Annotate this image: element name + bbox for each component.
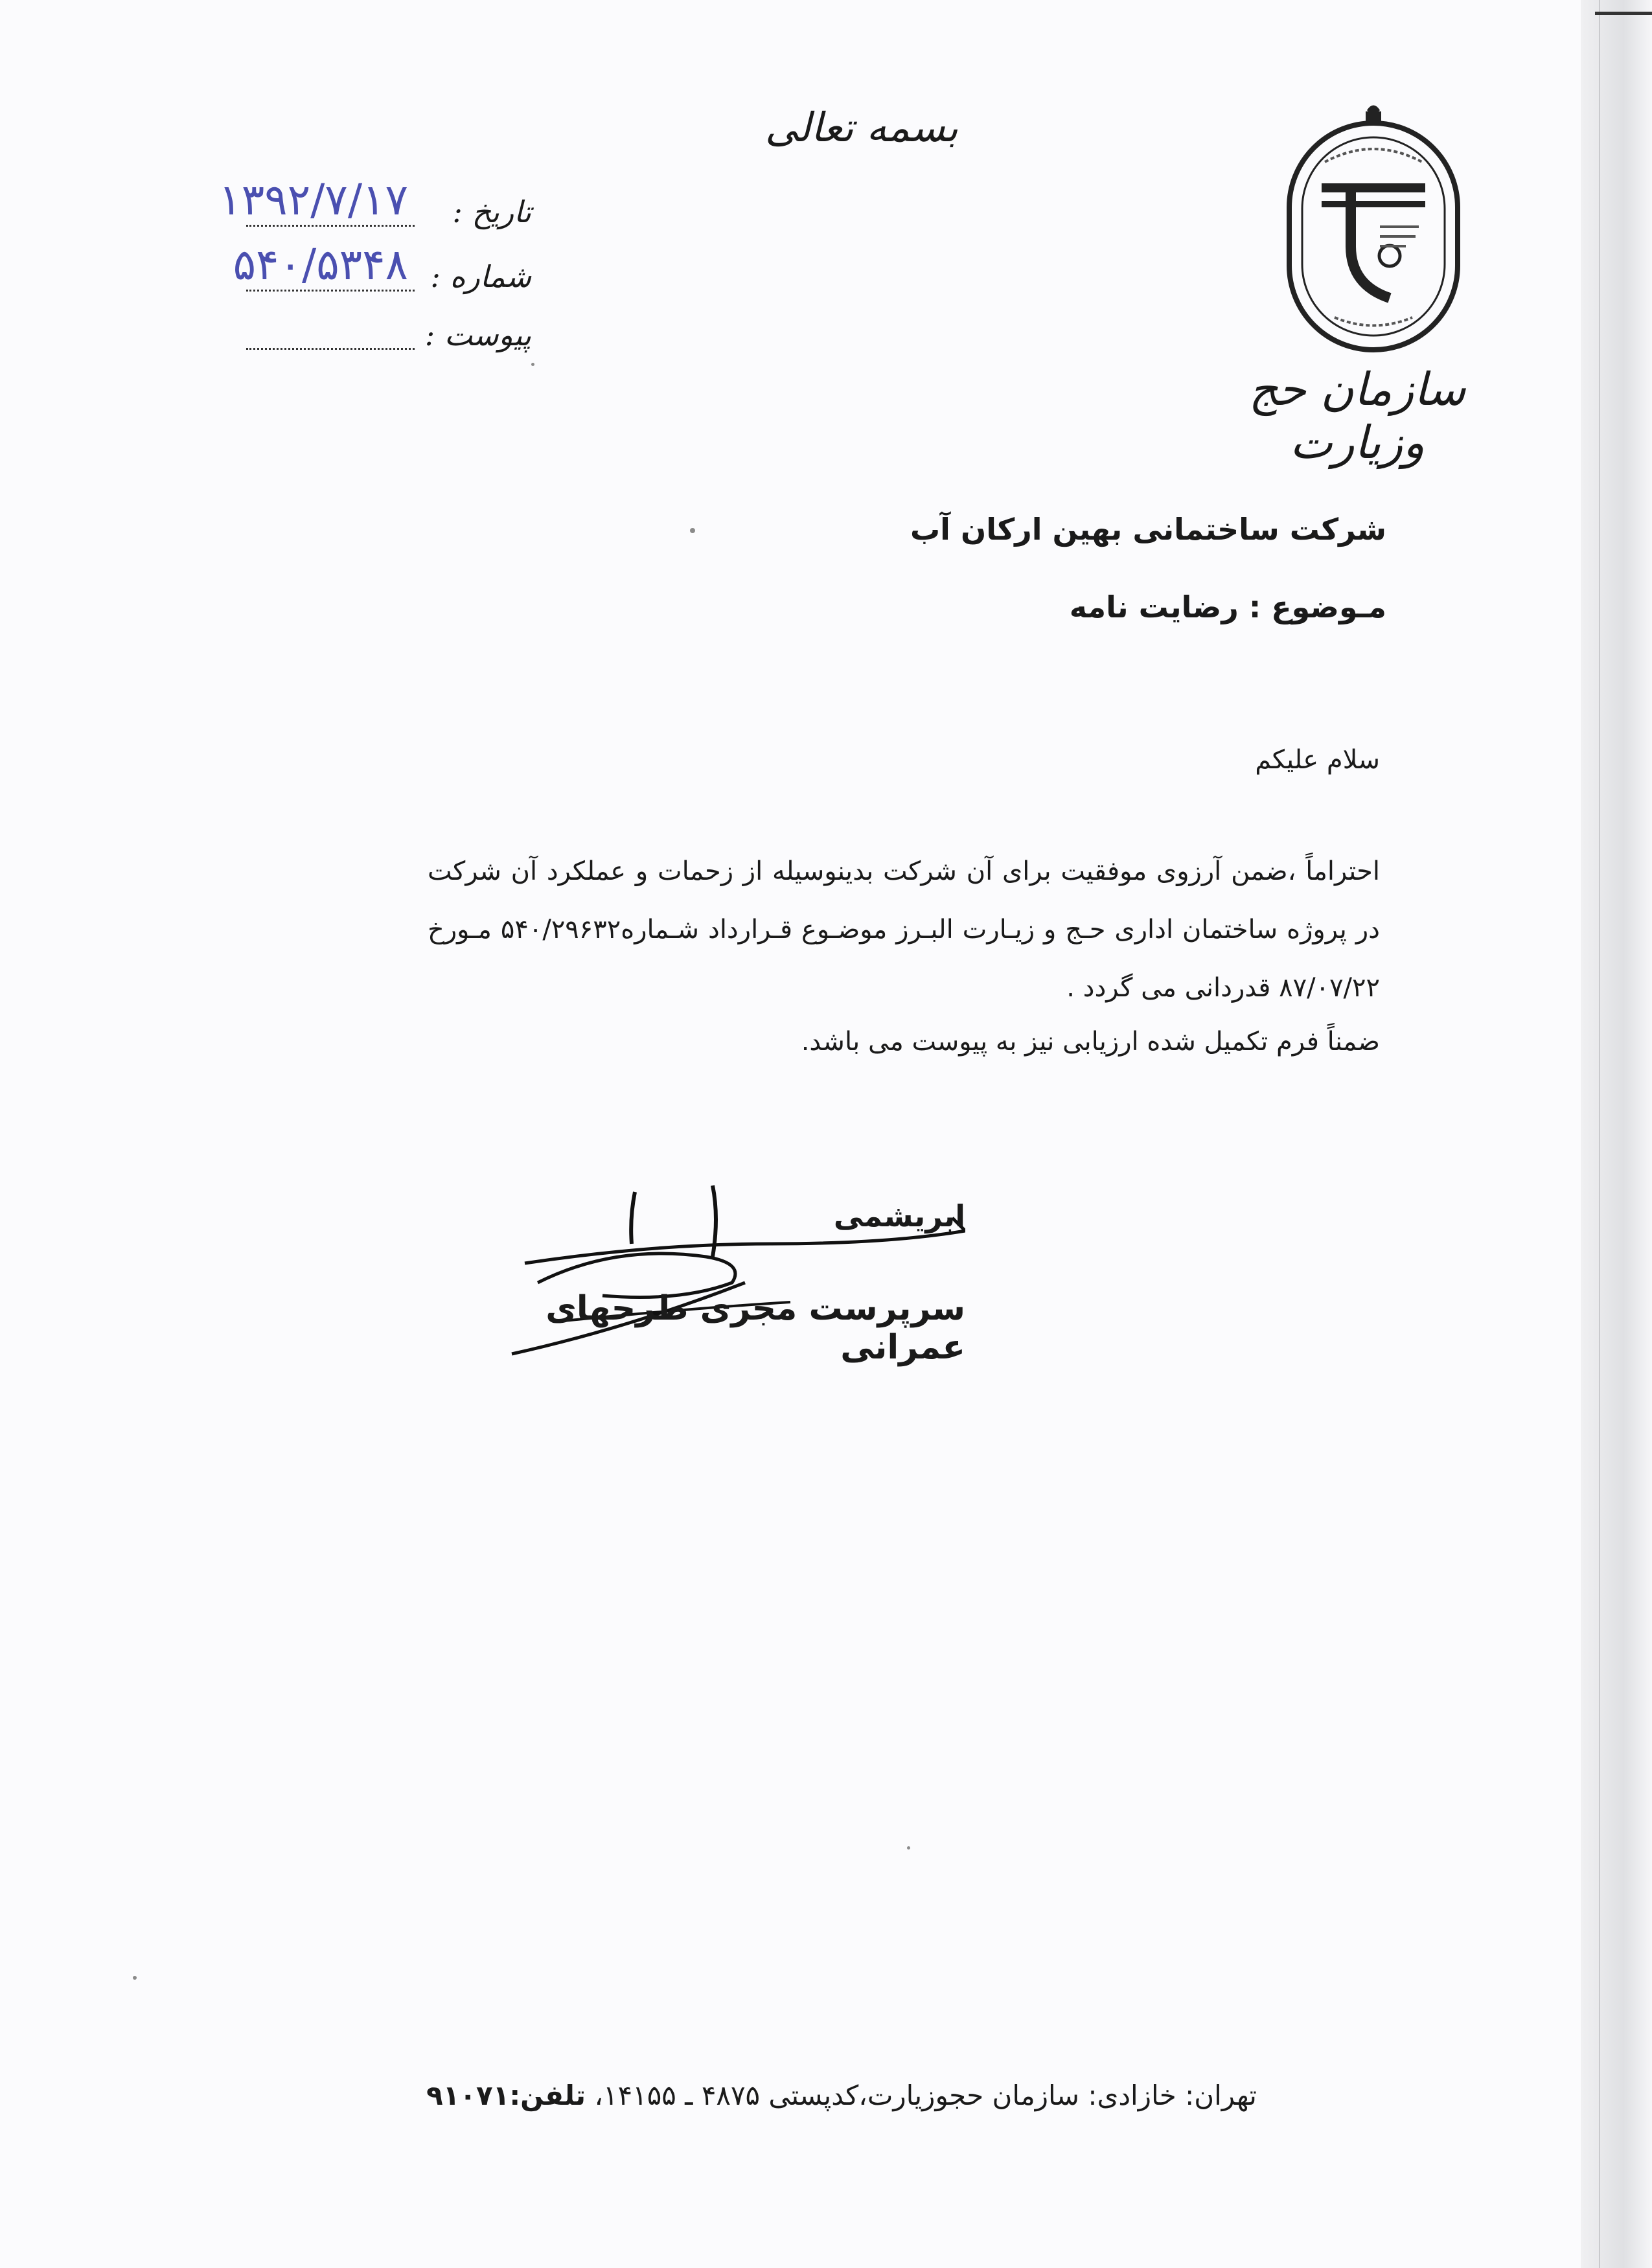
number-label: شماره : — [430, 259, 531, 294]
number-row — [130, 240, 531, 311]
hajj-organization-emblem-icon — [1276, 97, 1471, 356]
scan-speck — [133, 1976, 137, 1980]
scan-edge — [1581, 0, 1652, 2268]
footer-address-text: تهران: خازادی: سازمان حجوزیارت،کدپستی ۴۸۷۵ ـ ۱۴۱۵۵، — [594, 2079, 1257, 2111]
body-paragraph: احتراماً ،ضمن آرزوی موفقیت برای آن شرکت بدینوسیله از زحمات و عملکرد آن شرکت در پروژه ساختمان اداری حـج و زیـارت البـرز موضـوع قـرارداد شـماره۵۴۰/۲۹۶۳۲ مـورخ ۸۷/۰۷/۲۲ قدردانی می گردد . — [428, 856, 1380, 1003]
attachment-label: پیوست : — [424, 317, 531, 352]
date-value: ۱۳۹۲/۷/۱۷ — [218, 175, 408, 225]
footer-address — [376, 2079, 1257, 2111]
attachment-row — [130, 317, 531, 369]
greeting: سلام علیکم — [1255, 745, 1380, 775]
emblem-svg — [1276, 97, 1471, 356]
scan-speck — [907, 1846, 910, 1850]
footer-phone: تلفن:۹۱۰۷۱ — [426, 2079, 586, 2111]
signatory-name: ابریشمی — [833, 1198, 965, 1233]
date-label: تاریخ : — [452, 194, 531, 229]
attachment-dotted-line — [246, 347, 415, 350]
date-row — [130, 175, 531, 246]
scan-speck — [531, 363, 534, 366]
scan-edge-line — [1599, 0, 1600, 2268]
scan-edge-mark — [1595, 12, 1652, 15]
signatory-title: سرپرست مجری طرحهای عمرانی — [545, 1289, 965, 1367]
subject-line: مـوضوع : رضایت نامه — [1069, 590, 1386, 624]
bismillah-heading: بسمه تعالی — [765, 104, 958, 151]
recipient-line: شرکت ساختمانی بهین ارکان آب — [910, 512, 1386, 547]
organization-name: سازمان حج وزیارت — [1248, 363, 1466, 469]
signature-block — [499, 1173, 965, 1367]
attachment-note: ضمناً فرم تکمیل شده ارزیابی نیز به پیوست می باشد. — [801, 1027, 1380, 1057]
number-value: ۵۴۰/۵۳۴۸ — [233, 240, 408, 290]
